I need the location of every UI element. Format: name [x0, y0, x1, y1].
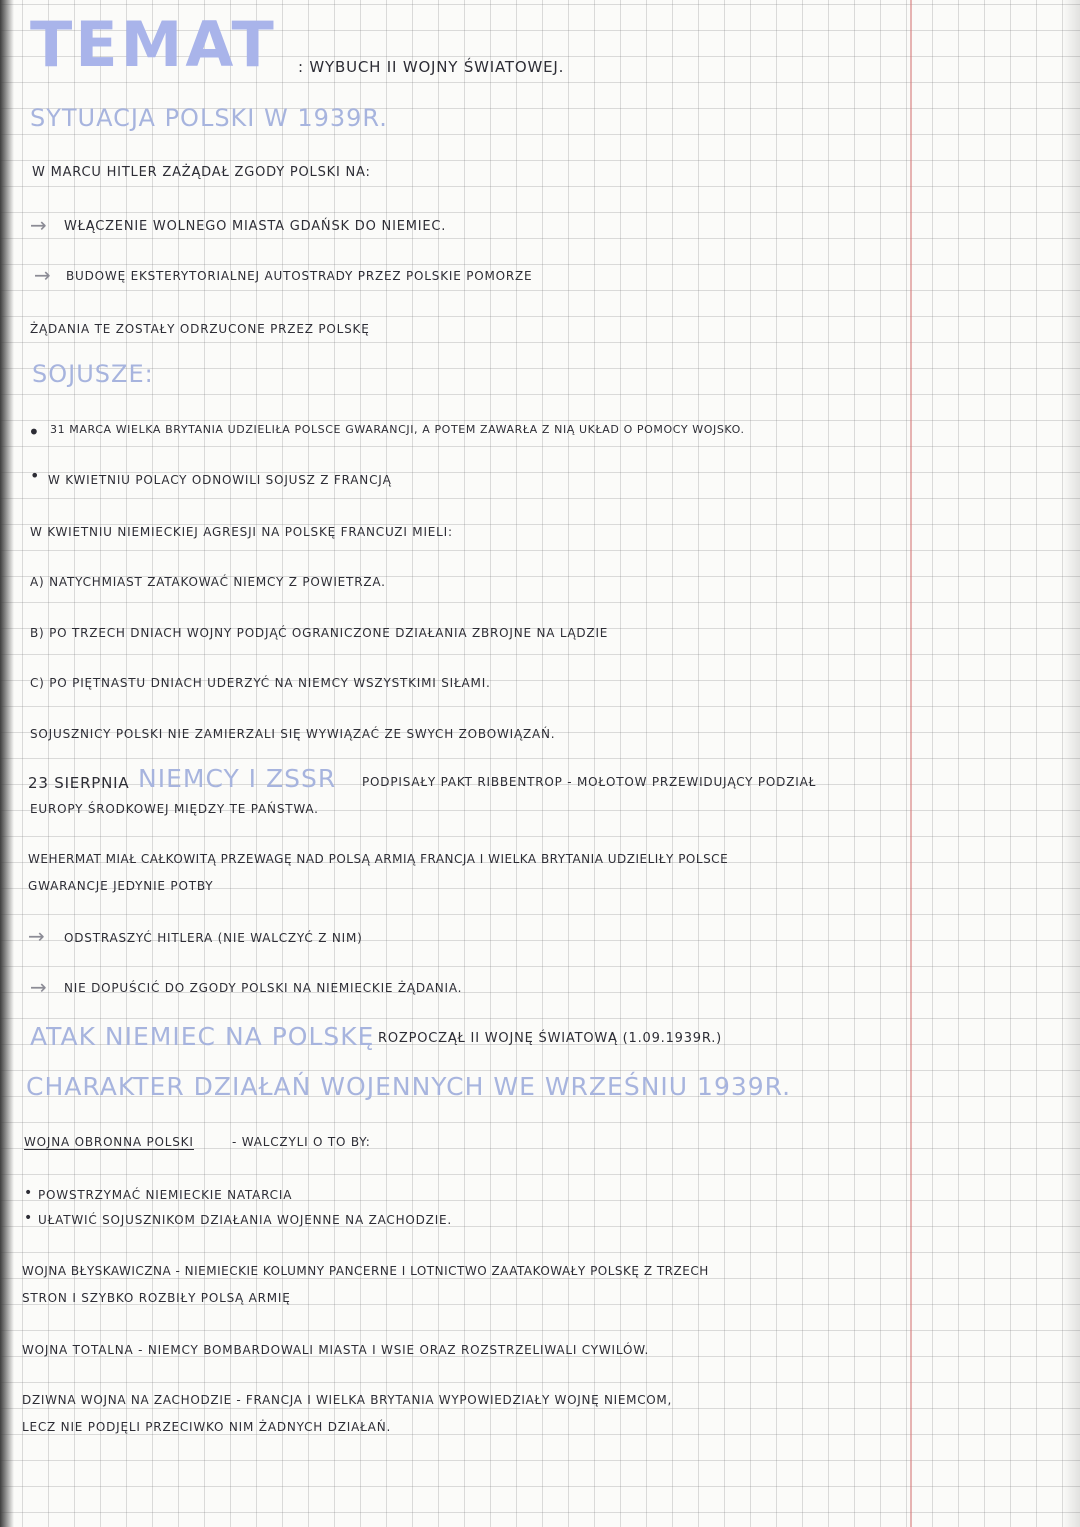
pact-date: 23 SIERPNIA	[28, 774, 130, 792]
bullet-icon: •	[24, 1185, 34, 1201]
arrow-item: NIE DOPUŚCIĆ DO ZGODY POLSKI NA NIEMIECKIE ŻĄDANIA.	[64, 981, 463, 995]
page-edge-shadow	[0, 0, 14, 1527]
bullet-icon: •	[24, 1210, 34, 1226]
text-line: SOJUSZNICY POLSKI NIE ZAMIERZALI SIĘ WYWIĄZAĆ ZE SWYCH ZOBOWIĄZAŃ.	[30, 727, 556, 741]
option-b: B) PO TRZECH DNIACH WOJNY PODJĄĆ OGRANICZONE DZIAŁANIA ZBROJNE NA LĄDZIE	[30, 626, 609, 640]
page-title: TEMAT	[30, 8, 277, 81]
section-heading-alliances: SOJUSZE:	[32, 360, 154, 388]
bullet-item: 31 MARCA WIELKA BRYTANIA UDZIELIŁA POLSCE GWARANCJI, A POTEM ZAWARŁA Z NIĄ UKŁAD O POMOCY WOJSKO.	[50, 423, 745, 436]
arrow-right-icon: →	[28, 924, 46, 948]
arrow-item: ODSTRASZYĆ HITLERA (NIE WALCZYĆ Z NIM)	[64, 931, 363, 945]
phony-war-text: DZIWNA WOJNA NA ZACHODZIE - FRANCJA I WIELKA BRYTANIA WYPOWIEDZIAŁY WOJNĘ NIEMCOM,	[22, 1393, 673, 1407]
arrow-right-icon: →	[30, 213, 48, 237]
page-right-shadow	[1062, 0, 1080, 1527]
text-line: EUROPY ŚRODKOWEJ MIĘDZY TE PAŃSTWA.	[30, 802, 319, 816]
section-heading-situation: SYTUACJA POLSKI W 1939R.	[30, 104, 388, 132]
blitzkrieg-text: WOJNA BŁYSKAWICZNA - NIEMIECKIE KOLUMNY PANCERNE I LOTNICTWO ZAATAKOWAŁY POLSKĘ Z TRZECH	[22, 1264, 709, 1278]
text-line: - WALCZYLI O TO BY:	[232, 1135, 371, 1149]
text-line: PODPISAŁY PAKT RIBBENTROP - MOŁOTOW PRZEWIDUJĄCY PODZIAŁ	[362, 775, 817, 789]
margin-line	[910, 0, 912, 1527]
bullet-item: UŁATWIĆ SOJUSZNIKOM DZIAŁANIA WOJENNE NA ZACHODZIE.	[38, 1213, 453, 1227]
arrow-item: WŁĄCZENIE WOLNEGO MIASTA GDAŃSK DO NIEMIEC.	[64, 219, 447, 234]
section-heading-character: CHARAKTER DZIAŁAŃ WOJENNYCH WE WRZEŚNIU 1939R.	[26, 1072, 792, 1101]
text-line: WEHERMAT MIAŁ CAŁKOWITĄ PRZEWAGĘ NAD POLSĄ ARMIĄ FRANCJA I WIELKA BRYTANIA UDZIELIŁY POLSCE	[28, 852, 729, 866]
phony-war-text: LECZ NIE PODJĘLI PRZECIWKO NIM ŻADNYCH DZIAŁAŃ.	[22, 1420, 392, 1434]
arrow-right-icon: →	[30, 975, 48, 999]
total-war-text: WOJNA TOTALNA - NIEMCY BOMBARDOWALI MIASTA I WSIE ORAZ ROZSTRZELIWALI CYWILÓW.	[22, 1343, 650, 1357]
arrow-item: BUDOWĘ EKSTERYTORIALNEJ AUTOSTRADY PRZEZ POLSKIE POMORZE	[66, 269, 533, 283]
bullet-icon: •	[28, 420, 41, 444]
bullet-icon: •	[30, 466, 41, 485]
text-line: W MARCU HITLER ZAŻĄDAŁ ZGODY POLSKI NA:	[32, 165, 371, 180]
page-subject: : WYBUCH II WOJNY ŚWIATOWEJ.	[298, 58, 565, 76]
option-a: A) NATYCHMIAST ZATAKOWAĆ NIEMCY Z POWIETRZA.	[30, 575, 386, 589]
bullet-item: POWSTRZYMAĆ NIEMIECKIE NATARCIA	[38, 1188, 293, 1202]
text-line: W KWIETNIU NIEMIECKIEJ AGRESJI NA POLSKĘ FRANCUZI MIELI:	[30, 525, 453, 539]
text-line: ŻĄDANIA TE ZOSTAŁY ODRZUCONE PRZEZ POLSKĘ	[30, 322, 370, 336]
defensive-war-title: WOJNA OBRONNA POLSKI	[24, 1135, 194, 1149]
bullet-item: W KWIETNIU POLACY ODNOWILI SOJUSZ Z FRANCJĄ	[48, 473, 392, 487]
attack-text: ROZPOCZĄŁ II WOJNĘ ŚWIATOWĄ (1.09.1939R.)	[378, 1031, 723, 1046]
attack-heading: ATAK NIEMIEC NA POLSKĘ	[30, 1022, 375, 1051]
arrow-right-icon: →	[34, 263, 52, 287]
pact-parties: NIEMCY I ZSSR	[138, 764, 337, 793]
option-c: C) PO PIĘTNASTU DNIACH UDERZYĆ NA NIEMCY WSZYSTKIMI SIŁAMI.	[30, 676, 491, 690]
text-line: GWARANCJE JEDYNIE POTBY	[28, 879, 214, 893]
blitzkrieg-text: STRON I SZYBKO ROZBIŁY POLSĄ ARMIĘ	[22, 1291, 291, 1305]
